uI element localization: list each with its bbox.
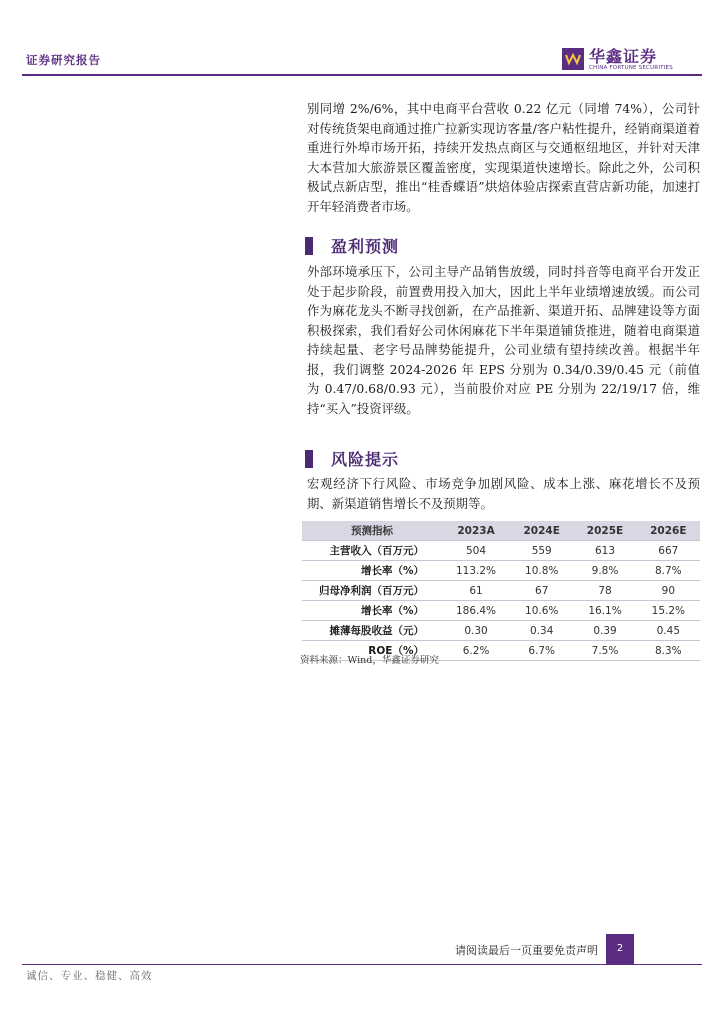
section-title: 盈利预测 — [331, 237, 400, 256]
report-type-label: 证券研究报告 — [26, 53, 101, 67]
page-number: 2 — [606, 934, 634, 964]
section-heading-risk — [305, 449, 705, 471]
section-title: 风险提示 — [331, 450, 400, 469]
table-header-row — [302, 521, 700, 541]
row-label: 增长率（%） — [302, 561, 442, 581]
table-cell: 613 — [573, 541, 636, 561]
table-header-cell: 2024E — [510, 521, 573, 541]
table-cell: 113.2% — [442, 561, 510, 581]
logo-mark-icon — [562, 48, 584, 70]
intro-block — [307, 99, 700, 216]
profit-forecast-block — [307, 262, 700, 418]
table-cell: 7.5% — [573, 641, 636, 661]
company-motto: 诚信、专业、稳健、高效 — [26, 970, 153, 982]
table-cell: 90 — [637, 581, 700, 601]
table-cell: 0.45 — [637, 621, 700, 641]
table-row — [302, 621, 700, 641]
row-label: 摊薄每股收益（元） — [302, 621, 442, 641]
table-row — [302, 541, 700, 561]
table-cell: 67 — [510, 581, 573, 601]
section-heading-profit-forecast — [305, 236, 705, 258]
table-cell: 16.1% — [573, 601, 636, 621]
section-marker-icon — [305, 450, 313, 468]
table-cell: 61 — [442, 581, 510, 601]
header-divider — [22, 74, 702, 76]
table-row — [302, 561, 700, 581]
table-cell: 667 — [637, 541, 700, 561]
intro-paragraph: 别同增 2%/6%，其中电商平台营收 0.22 亿元（同增 74%），公司针对传统货架电商通过推广拉新实现访客量/客户粘性提升，经销商渠道着重进行外埠市场开拓，持续开发热点商区与交通枢纽地区，并针对天津大本营加大旅游景区覆盖密度，实现渠道快速增长。除此之外，公司积极试点新店型，推出“桂香蝶语”烘焙体验店探索直营店新功能，加速打开年轻消费者市场。 — [307, 101, 700, 214]
profit-forecast-paragraph: 外部环境承压下，公司主导产品销售放缓，同时抖音等电商平台开发正处于起步阶段，前置费用投入加大，因此上半年业绩增速放缓。而公司作为麻花龙头不断寻找创新，在产品推新、渠道开拓、品牌建设等方面积极探索，我们看好公司休闲麻花下半年渠道铺货推进，随着电商渠道持续起量、老字号品牌势能提升，公司业绩有望持续改善。根据半年报，我们调整 2024-2026 年 EPS 分别为 0.34/0.39/0.45 元（前值为 0.47/0.68/0.93 元），当前股价对应 PE 分别为 22/19/17 倍，维持“买入”投资评级。 — [307, 264, 700, 416]
table-cell: 8.3% — [637, 641, 700, 661]
section-marker-icon — [305, 237, 313, 255]
table-cell: 8.7% — [637, 561, 700, 581]
disclaimer-link[interactable]: 请阅读最后一页重要免责声明 — [455, 944, 598, 957]
table-cell: 10.8% — [510, 561, 573, 581]
table-cell: 9.8% — [573, 561, 636, 581]
forecast-table — [302, 521, 700, 661]
table-cell: 6.2% — [442, 641, 510, 661]
table-cell: 10.6% — [510, 601, 573, 621]
table-cell: 15.2% — [637, 601, 700, 621]
risk-paragraph: 宏观经济下行风险、市场竞争加剧风险、成本上涨、麻花增长不及预期、新渠道销售增长不及预期等。 — [307, 476, 700, 511]
table-header-cell: 预测指标 — [302, 521, 442, 541]
table-cell: 0.39 — [573, 621, 636, 641]
table-row — [302, 601, 700, 621]
row-label: 增长率（%） — [302, 601, 442, 621]
table-cell: 559 — [510, 541, 573, 561]
table-header-cell: 2026E — [637, 521, 700, 541]
table-cell: 78 — [573, 581, 636, 601]
table-cell: 186.4% — [442, 601, 510, 621]
table-cell: 0.30 — [442, 621, 510, 641]
table-header-cell: 2023A — [442, 521, 510, 541]
footer-divider — [22, 964, 702, 965]
table-header-cell: 2025E — [573, 521, 636, 541]
company-logo — [562, 44, 682, 74]
logo-name: 华鑫证券 — [589, 47, 658, 66]
table-cell: 504 — [442, 541, 510, 561]
risk-block — [307, 474, 700, 513]
data-source-note: 资料来源：Wind，华鑫证券研究 — [300, 655, 439, 666]
logo-subtitle: CHINA FORTUNE SECURITIES — [589, 65, 673, 71]
row-label: 主营收入（百万元） — [302, 541, 442, 561]
row-label: 归母净利润（百万元） — [302, 581, 442, 601]
table-row — [302, 581, 700, 601]
table-cell: 0.34 — [510, 621, 573, 641]
table-cell: 6.7% — [510, 641, 573, 661]
row-label: ROE（%） — [302, 641, 442, 661]
